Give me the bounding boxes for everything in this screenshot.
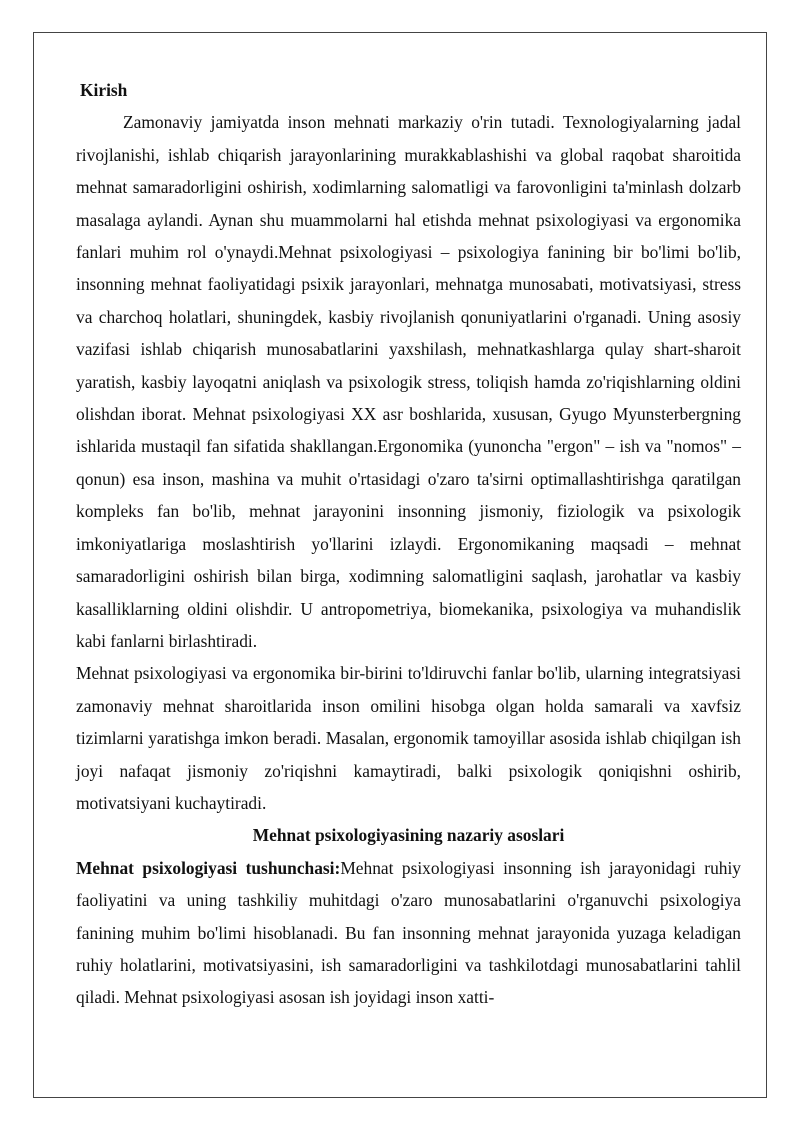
section-heading: Mehnat psixologiyasining nazariy asoslari (252, 825, 565, 846)
definition-body: Mehnat psixologiyasi insonning ish jarayonidagi ruhiy faoliyatini va uning tashkiliy muhitdagi o'zaro munosabatlarini o'rganuvchi psixologiya fanining muhim bo'limi hisoblanadi. Bu fan insonning mehnat jarayonida yuzaga keladigan ruhiy holatlarini, motivatsiyasini, ish samaradorligini va tashkilotdagi munosabatlarini tahlil qiladi. Mehnat psixologiyasi asosan ish joyidagi inson xatti- (76, 857, 741, 1008)
integration-paragraph: Mehnat psixologiyasi va ergonomika bir-birini to'ldiruvchi fanlar bo'lib, ularning integratsiyasi zamonaviy mehnat sharoitlarida inson omilini hisobga olgan holda samarali va xavfsiz tizimlarni yaratishga imkon beradi. Masalan, ergonomik tamoyillar asosida ishlab chiqilgan ish joyi nafaqat jismoniy zo'riqishni kamaytiradi, balki psixologik qoniqishni oshirib, motivatsiyani kuchaytiradi. (76, 663, 741, 813)
document-body (76, 74, 741, 1014)
intro-paragraph: Zamonaviy jamiyatda inson mehnati markaziy o'rin tutadi. Texnologiyalarning jadal rivojlanishi, ishlab chiqarish jarayonlarining murakkablashishi va global raqobat sharoitida mehnat samaradorligini oshirish, xodimlarning salomatligi va farovonligini ta'minlash dolzarb masalaga aylandi. Aynan shu muammolarni hal etishda mehnat psixologiyasi va ergonomika fanlari muhim rol o'ynaydi.Mehnat psixologiyasi – psixologiya fanining bir bo'limi bo'lib, insonning mehnat faoliyatidagi psixik jarayonlari, mehnatga munosabati, motivatsiyasi, stress va charchoq holatlari, shuningdek, kasbiy rivojlanish qonuniyatlarini o'rganadi. Uning asosiy vazifasi ishlab chiqarish munosabatlarini yaxshilash, mehnatkashlarga qulay shart-sharoit yaratish, kasbiy layoqatni aniqlash va psixologik stress, toliqish hamda zo'riqishlarning oldini olishdan iborat. Mehnat psixologiyasi XX asr boshlarida, xususan, Gyugo Myunsterbergning ishlarida mustaqil fan sifatida shakllangan.Ergonomika (yunoncha "ergon" – ish va "nomos" – qonun) esa inson, mashina va muhit o'rtasidagi o'zaro ta'sirni optimallashtirishga qaratilgan kompleks fan bo'lib, mehnat jarayonini insonning jismoniy, fiziologik va psixologik imkoniyatlariga moslashtirish yo'llarini izlaydi. Ergonomikaning maqsadi – mehnat samaradorligini oshirish bilan birga, xodimning salomatligini saqlash, jarohatlar va kasbiy kasalliklarning oldini olishdir. U antropometriya, biomekanika, psixologiya va muhandislik kabi fanlarni birlashtiradi. (76, 112, 741, 651)
intro-heading: Kirish (80, 80, 128, 100)
definition-lead: Mehnat psixologiyasi tushunchasi: (76, 857, 341, 878)
definition-paragraph (76, 852, 741, 1014)
